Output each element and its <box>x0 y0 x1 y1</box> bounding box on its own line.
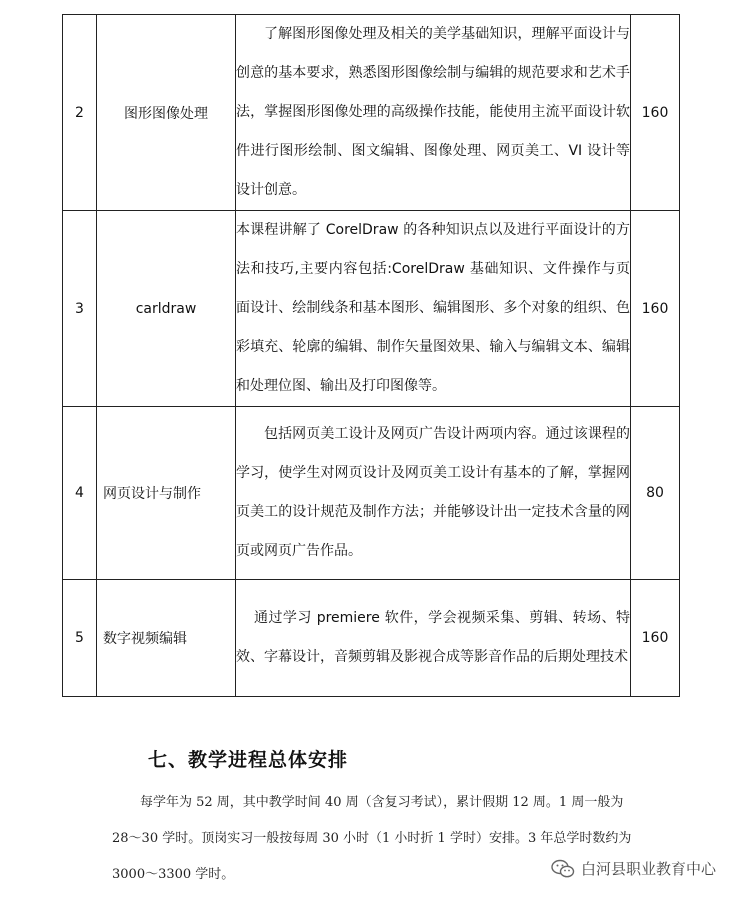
table-row <box>63 580 680 697</box>
row-number: 2 <box>63 15 97 211</box>
row-number: 5 <box>63 580 97 697</box>
schedule-paragraph: 每学年为 52 周，其中教学时间 40 周（含复习考试），累计假期 12 周。1 周一般为 28～30 学时。顶岗实习一般按每周 30 小时（1 小时折 1 学时）安排。3 年总学时数约为 3000～3300 学时。 <box>112 795 632 882</box>
course-description: 本课程讲解了 CorelDraw 的各种知识点以及进行平面设计的方法和技巧,主要内容包括:CorelDraw 基础知识、文件操作与页面设计、绘制线条和基本图形、编辑图形、多个对象的组织、色彩填充、轮廓的编辑、制作矢量图效果、输入与编辑文本、编辑和处理位图、输出及打印图像等。 <box>236 211 631 407</box>
section-title: 七、教学进程总体安排 <box>148 749 349 771</box>
course-name: 网页设计与制作 <box>97 407 236 580</box>
course-description: 通过学习 premiere 软件，学会视频采集、剪辑、转场、特效、字幕设计，音频剪辑及影视合成等影音作品的后期处理技术 <box>236 580 631 697</box>
course-description: 了解图形图像处理及相关的美学基础知识，理解平面设计与创意的基本要求，熟悉图形图像绘制与编辑的规范要求和艺术手法，掌握图形图像处理的高级操作技能，能使用主流平面设计软件进行图形绘制、图文编辑、图像处理、网页美工、VI 设计等设计创意。 <box>236 15 631 211</box>
course-hours: 80 <box>631 407 680 580</box>
watermark <box>551 858 716 879</box>
row-number: 3 <box>63 211 97 407</box>
course-hours: 160 <box>631 580 680 697</box>
wechat-icon <box>551 859 575 879</box>
course-name: 数字视频编辑 <box>97 580 236 697</box>
course-table <box>62 14 680 697</box>
table-row <box>63 211 680 407</box>
watermark-text: 白河县职业教育中心 <box>580 860 716 878</box>
course-name: carldraw <box>97 211 236 407</box>
course-name: 图形图像处理 <box>97 15 236 211</box>
course-hours: 160 <box>631 211 680 407</box>
course-hours: 160 <box>631 15 680 211</box>
table-row <box>63 15 680 211</box>
course-description: 包括网页美工设计及网页广告设计两项内容。通过该课程的学习，使学生对网页设计及网页美工设计有基本的了解，掌握网页美工的设计规范及制作方法；并能够设计出一定技术含量的网页或网页广告作品。 <box>236 407 631 580</box>
row-number: 4 <box>63 407 97 580</box>
table-row <box>63 407 680 580</box>
